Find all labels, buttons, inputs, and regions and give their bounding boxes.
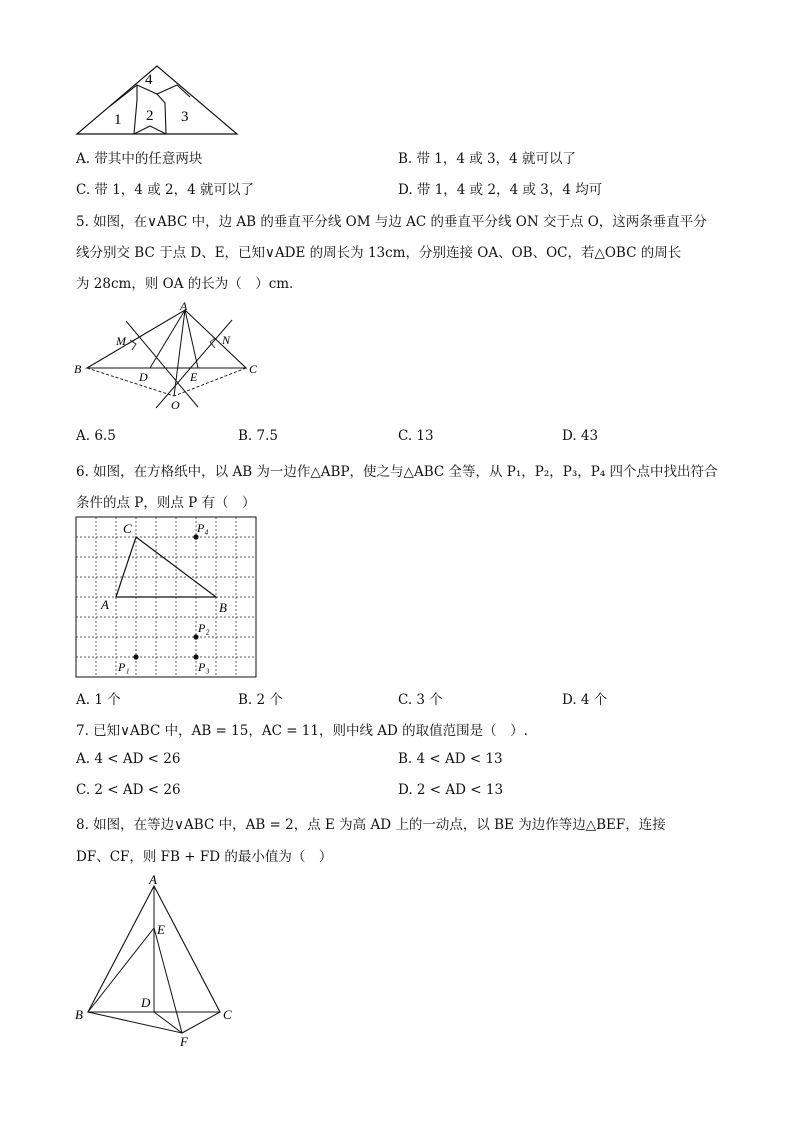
q5-label-a: A	[180, 300, 188, 313]
q5-option-d: D. 43	[562, 428, 599, 444]
q5-label-m: M	[116, 334, 126, 348]
q6-label-p1: P₁	[118, 660, 130, 674]
q8-line-1: 8. 如图，在等边∨ABC 中，AB = 2，点 E 为高 AD 上的一动点，以 BE 为边作等边△BEF，连接	[76, 817, 666, 833]
q5-seg-ad	[150, 310, 185, 368]
q4-label-3: 3	[181, 109, 189, 125]
q8-label-d: D	[141, 995, 151, 1010]
q5-label-e: E	[190, 370, 198, 384]
q5-label-b: B	[74, 362, 82, 376]
q4-outer-triangle	[77, 66, 237, 134]
q5-option-a: A. 6.5	[76, 428, 116, 444]
q8-label-e: E	[157, 922, 165, 937]
q4-label-4: 4	[145, 72, 153, 88]
q5-label-d: D	[139, 370, 148, 384]
q6-point-p2	[193, 634, 198, 639]
q5-figure	[70, 300, 270, 415]
q7-option-c: C. 2 < AD < 26	[76, 782, 181, 798]
q6-point-p4	[193, 534, 198, 539]
q8-label-c: C	[223, 1007, 232, 1022]
q6-label-p3: P₃	[198, 660, 210, 674]
q4-option-c: C. 带 1，4 或 2，4 就可以了	[76, 182, 254, 198]
q7-line-1: 7. 已知∨ABC 中，AB = 15，AC = 11，则中线 AD 的取值范围是（ ）.	[76, 723, 528, 739]
q4-figure	[70, 58, 245, 140]
q6-line-1: 6. 如图，在方格纸中，以 AB 为一边作△ABP，使之与△ABC 全等，从 P₁，P₂，P₃，P₄ 四个点中找出符合	[76, 464, 718, 480]
q8-label-a: A	[149, 872, 157, 887]
q5-line-3: 为 28cm，则 OA 的长为（ ）cm．	[76, 276, 303, 292]
q4-piece-2	[134, 85, 137, 134]
q8-seg-cf	[182, 1012, 220, 1033]
q6-label-a: A	[101, 597, 109, 612]
q8-label-f: F	[180, 1034, 188, 1049]
q6-option-b: B. 2 个	[238, 692, 283, 708]
q7-option-a: A. 4 < AD < 26	[76, 751, 181, 767]
q6-point-p1	[133, 654, 138, 659]
q7-option-b: B. 4 < AD < 13	[398, 751, 503, 767]
q5-label-o: O	[171, 398, 180, 412]
q5-label-n: N	[222, 333, 231, 347]
q4-piece-2-bottom	[134, 126, 166, 134]
q8-figure	[72, 872, 242, 1052]
q5-option-b: B. 7.5	[238, 428, 278, 444]
q5-perp-om	[126, 321, 198, 407]
q6-line-2: 条件的点 P，则点 P 有（ ）	[76, 495, 256, 511]
q6-label-p2: P₂	[198, 621, 210, 635]
q5-label-c: C	[249, 362, 258, 376]
q4-option-a: A. 带其中的任意两块	[76, 151, 203, 167]
q5-seg-ao	[174, 310, 185, 396]
q6-point-p3	[193, 654, 198, 659]
q5-perp-on	[156, 320, 232, 408]
q6-option-d: D. 4 个	[562, 692, 608, 708]
q6-label-p4: P₄	[197, 521, 209, 535]
q6-label-c: C	[123, 521, 132, 536]
q6-label-b: B	[219, 600, 227, 615]
q4-option-d: D. 带 1，4 或 2，4 或 3，4 均可	[398, 182, 603, 198]
q8-triangle-bef	[88, 928, 182, 1033]
q8-label-b: B	[75, 1007, 83, 1022]
q6-triangle-abc	[116, 537, 216, 597]
q5-option-c: C. 13	[398, 428, 434, 444]
q8-line-2: DF、CF，则 FB + FD 的最小值为（ ）	[76, 849, 333, 865]
q5-line-2: 线分别交 BC 于点 D、E，已知∨ADE 的周长为 13cm，分别连接 OA、OB、OC，若△OBC 的周长	[76, 245, 682, 261]
q6-grid-figure	[75, 516, 258, 679]
q4-piece-2-right	[157, 94, 166, 134]
q5-line-1: 5. 如图，在∨ABC 中，边 AB 的垂直平分线 OM 与边 AC 的垂直平分线 ON 交于点 O，这两条垂直平分	[76, 214, 707, 230]
q6-option-c: C. 3 个	[398, 692, 443, 708]
q5-seg-ae	[185, 310, 198, 368]
q5-seg-bo	[87, 368, 174, 396]
q6-option-a: A. 1 个	[76, 692, 121, 708]
q5-seg-co	[174, 368, 246, 396]
q4-label-2: 2	[146, 108, 154, 124]
q4-option-b: B. 带 1，4 或 3，4 就可以了	[398, 151, 577, 167]
q4-label-1: 1	[114, 112, 122, 128]
q7-option-d: D. 2 < AD < 13	[398, 782, 504, 798]
